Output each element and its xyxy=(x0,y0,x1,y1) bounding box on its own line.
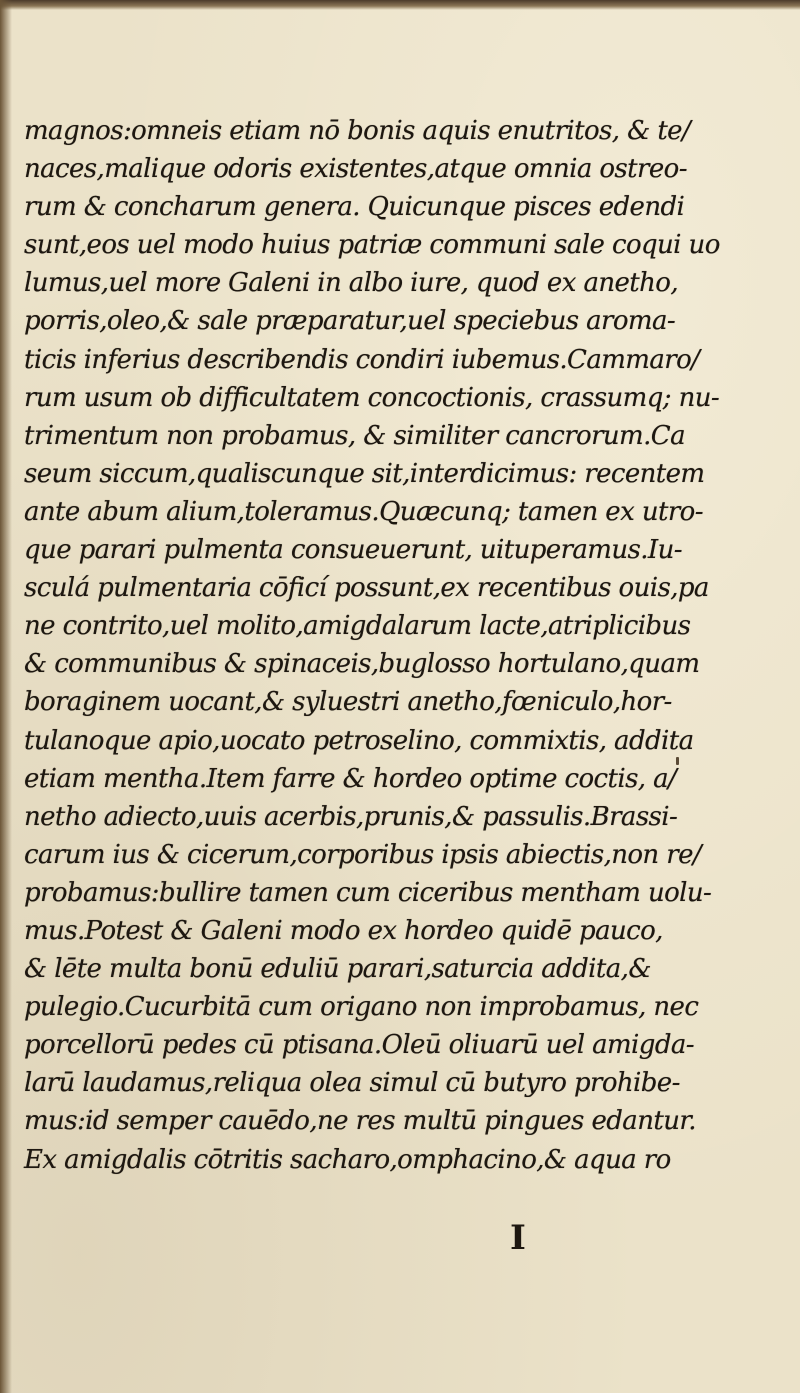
page-top-edge xyxy=(0,0,800,10)
text-line: sunt,eos uel modo huius patriæ communi sale coqui uo xyxy=(24,230,720,261)
text-line: lumus,uel more Galeni in albo iure, quod ex anetho, xyxy=(24,268,678,299)
text-line: porris,oleo,& sale præparatur,uel speciebus aroma- xyxy=(24,306,676,337)
signature-mark: I xyxy=(510,1218,526,1258)
text-line: sculá pulmentaria cōficí possunt,ex recentibus ouis,pa xyxy=(24,573,709,604)
page-gutter-shadow xyxy=(0,0,12,1393)
text-line: naces,malique odoris existentes,atque omnia ostreo- xyxy=(24,154,687,185)
text-line: mus.Potest & Galeni modo ex hordeo quidē pauco, xyxy=(24,915,663,946)
text-line: tulanoque apio,uocato petroselino, commixtis, addita xyxy=(24,725,694,756)
text-line: netho adiecto,uuis acerbis,prunis,& passulis.Brassi- xyxy=(24,801,678,832)
text-line: ante abum alium,toleramus.Quæcunq; tamen ex utro- xyxy=(24,496,703,527)
text-line: ticis inferius describendis condiri iubemus.Cammaro/ xyxy=(24,344,700,375)
ink-speck xyxy=(676,757,679,765)
text-line: ne contrito,uel molito,amigdalarum lacte,atriplicibus xyxy=(24,611,691,642)
text-line: etiam mentha.Item farre & hordeo optime coctis, a/ xyxy=(24,763,677,794)
body-text xyxy=(24,112,720,1179)
text-line: pulegio.Cucurbitā cum origano non improbamus, nec xyxy=(24,992,699,1023)
text-line: larū laudamus,reliqua olea simul cū butyro prohibe- xyxy=(24,1068,680,1099)
text-line: Ex amigdalis cōtritis sacharo,omphacino,& aqua ro xyxy=(24,1144,671,1175)
text-line: boraginem uocant,& syluestri anetho,fœniculo,hor- xyxy=(24,687,672,718)
text-line: seum siccum,qualiscunque sit,interdicimus: recentem xyxy=(24,458,705,489)
text-line: trimentum non probamus, & similiter cancrorum.Ca xyxy=(24,420,685,451)
text-line: carum ius & cicerum,corporibus ipsis abiectis,non re/ xyxy=(24,839,702,870)
text-line: magnos:omneis etiam nō bonis aquis enutritos, & te/ xyxy=(24,116,691,146)
text-line: & lēte multa bonū eduliū parari,saturcia addita,& xyxy=(24,954,651,985)
text-line: probamus:bullire tamen cum ciceribus mentham uolu- xyxy=(24,877,712,908)
text-line: que parari pulmenta consueuerunt, uituperamus.Iu- xyxy=(24,535,682,566)
text-line: rum & concharum genera. Quicunque pisces edendi xyxy=(24,192,685,223)
text-line: & communibus & spinaceis,buglosso hortulano,quam xyxy=(24,649,700,680)
text-line: mus:id semper cauēdo,ne res multū pingues edantur. xyxy=(24,1106,696,1137)
text-line: rum usum ob difficultatem concoctionis, crassumq; nu- xyxy=(24,382,720,413)
text-line: porcellorū pedes cū ptisana.Oleū oliuarū uel amigda- xyxy=(24,1030,694,1061)
